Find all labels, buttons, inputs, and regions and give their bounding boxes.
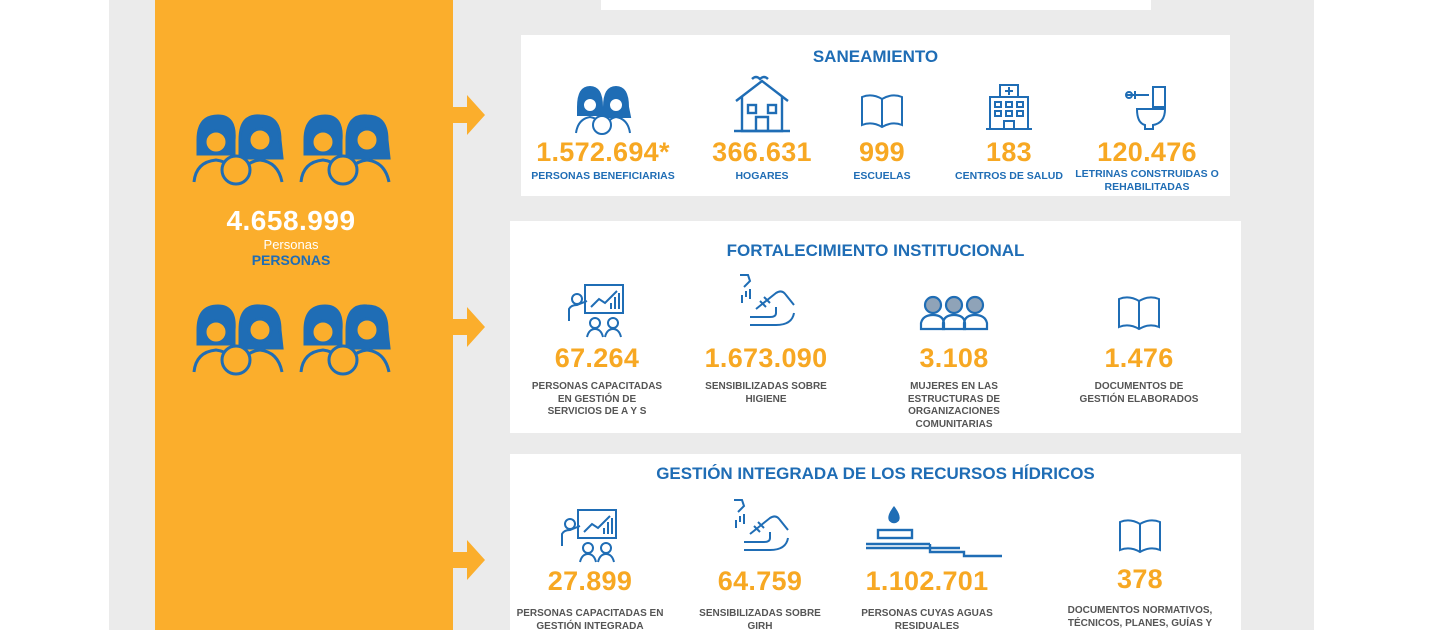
stat-value: 67.264: [554, 343, 640, 373]
top-card-edge: [601, 0, 1151, 10]
arrow-right-icon: [453, 540, 485, 580]
arrow-right-icon: [453, 95, 485, 135]
stat-letrinas: [1073, 35, 1221, 196]
handwash-icon: [730, 498, 790, 558]
stat-value: 1.673.090: [704, 343, 828, 373]
houses-icon: [732, 75, 792, 133]
toilet-icon: [1123, 83, 1171, 131]
stat-value: 120.476: [1097, 137, 1197, 167]
book-icon: [860, 93, 904, 129]
total-sub: Personas: [263, 237, 319, 252]
stat-value: 1.572.694*: [536, 137, 670, 167]
section-title: GESTIÓN INTEGRADA DE LOS RECURSOS HÍDRICOS: [656, 464, 1095, 483]
stat-label: PERSONAS CUYAS AGUAS RESIDUALES: [861, 608, 993, 630]
stat-documentos-gestion: [1064, 221, 1214, 433]
stat-value: 183: [986, 137, 1032, 167]
women-group-icon: [919, 293, 989, 331]
stat-label: PERSONAS BENEFICIARIAS: [531, 170, 675, 182]
stat-personas-beneficiarias: [525, 35, 681, 196]
stat-personas-capacitadas-girh: [516, 454, 664, 630]
stat-value: 27.899: [547, 566, 633, 596]
section-title: SANEAMIENTO: [812, 47, 939, 66]
stat-escuelas: [832, 35, 932, 196]
training-icon: [560, 506, 620, 564]
stat-label: SENSIBILIZADAS SOBRE HIGIENE: [705, 381, 827, 405]
stat-label: CENTROS DE SALUD: [955, 170, 1063, 182]
stat-label: DOCUMENTOS DE GESTIÓN ELABORADOS: [1079, 381, 1199, 405]
family-icon: [572, 85, 634, 137]
wastewater-icon: [864, 504, 1004, 560]
people-icon: [190, 110, 295, 190]
stat-label: PERSONAS CAPACITADAS EN GESTIÓN INTEGRADA: [516, 608, 664, 630]
stat-label: DOCUMENTOS NORMATIVOS, TÉCNICOS, PLANES, GUÍAS Y: [1067, 605, 1213, 629]
stat-label: HOGARES: [735, 170, 789, 182]
book-icon: [1118, 518, 1162, 554]
stat-sensibilizadas-higiene: [696, 221, 836, 433]
stat-label: ESCUELAS: [853, 170, 911, 182]
card-girh: [510, 454, 1241, 630]
people-icon: [190, 300, 295, 380]
card-saneamiento: [521, 35, 1230, 196]
hospital-icon: [984, 83, 1034, 131]
people-icon: [297, 300, 402, 380]
book-icon: [1117, 295, 1161, 331]
stat-value: 378: [1117, 564, 1163, 594]
handwash-icon: [736, 273, 796, 333]
stat-mujeres: [864, 221, 1044, 433]
stat-label: LETRINAS CONSTRUIDAS O REHABILITADAS: [1075, 168, 1219, 193]
training-icon: [567, 281, 627, 339]
stat-sensibilizadas-girh: [692, 454, 828, 630]
stat-value: 3.108: [919, 343, 989, 373]
card-fortalecimiento: [510, 221, 1241, 433]
stat-hogares: [694, 35, 830, 196]
stat-personas-capacitadas: [522, 221, 672, 433]
stat-value: 1.476: [1104, 343, 1174, 373]
total-value: 4.658.999: [226, 205, 356, 236]
stat-documentos-normativos: [1060, 454, 1220, 630]
stat-aguas-residuales: [852, 454, 1002, 630]
section-title: FORTALECIMIENTO INSTITUCIONAL: [726, 241, 1025, 260]
arrow-right-icon: [453, 307, 485, 347]
stat-value: 366.631: [712, 137, 812, 167]
people-icon: [297, 110, 402, 190]
stat-label: SENSIBILIZADAS SOBRE GIRH: [699, 608, 821, 630]
stat-label: MUJERES EN LAS ESTRUCTURAS DE ORGANIZACIONES COMUNITARIAS: [907, 381, 1001, 430]
stat-value: 64.759: [717, 566, 803, 596]
total-label: PERSONAS: [251, 252, 331, 268]
stat-label: PERSONAS CAPACITADAS EN GESTIÓN DE SERVICIOS DE A Y S: [531, 381, 663, 417]
stat-value: 999: [859, 137, 905, 167]
stat-centros-salud: [941, 35, 1077, 196]
total-summary: [155, 205, 427, 268]
stat-value: 1.102.701: [865, 566, 989, 596]
